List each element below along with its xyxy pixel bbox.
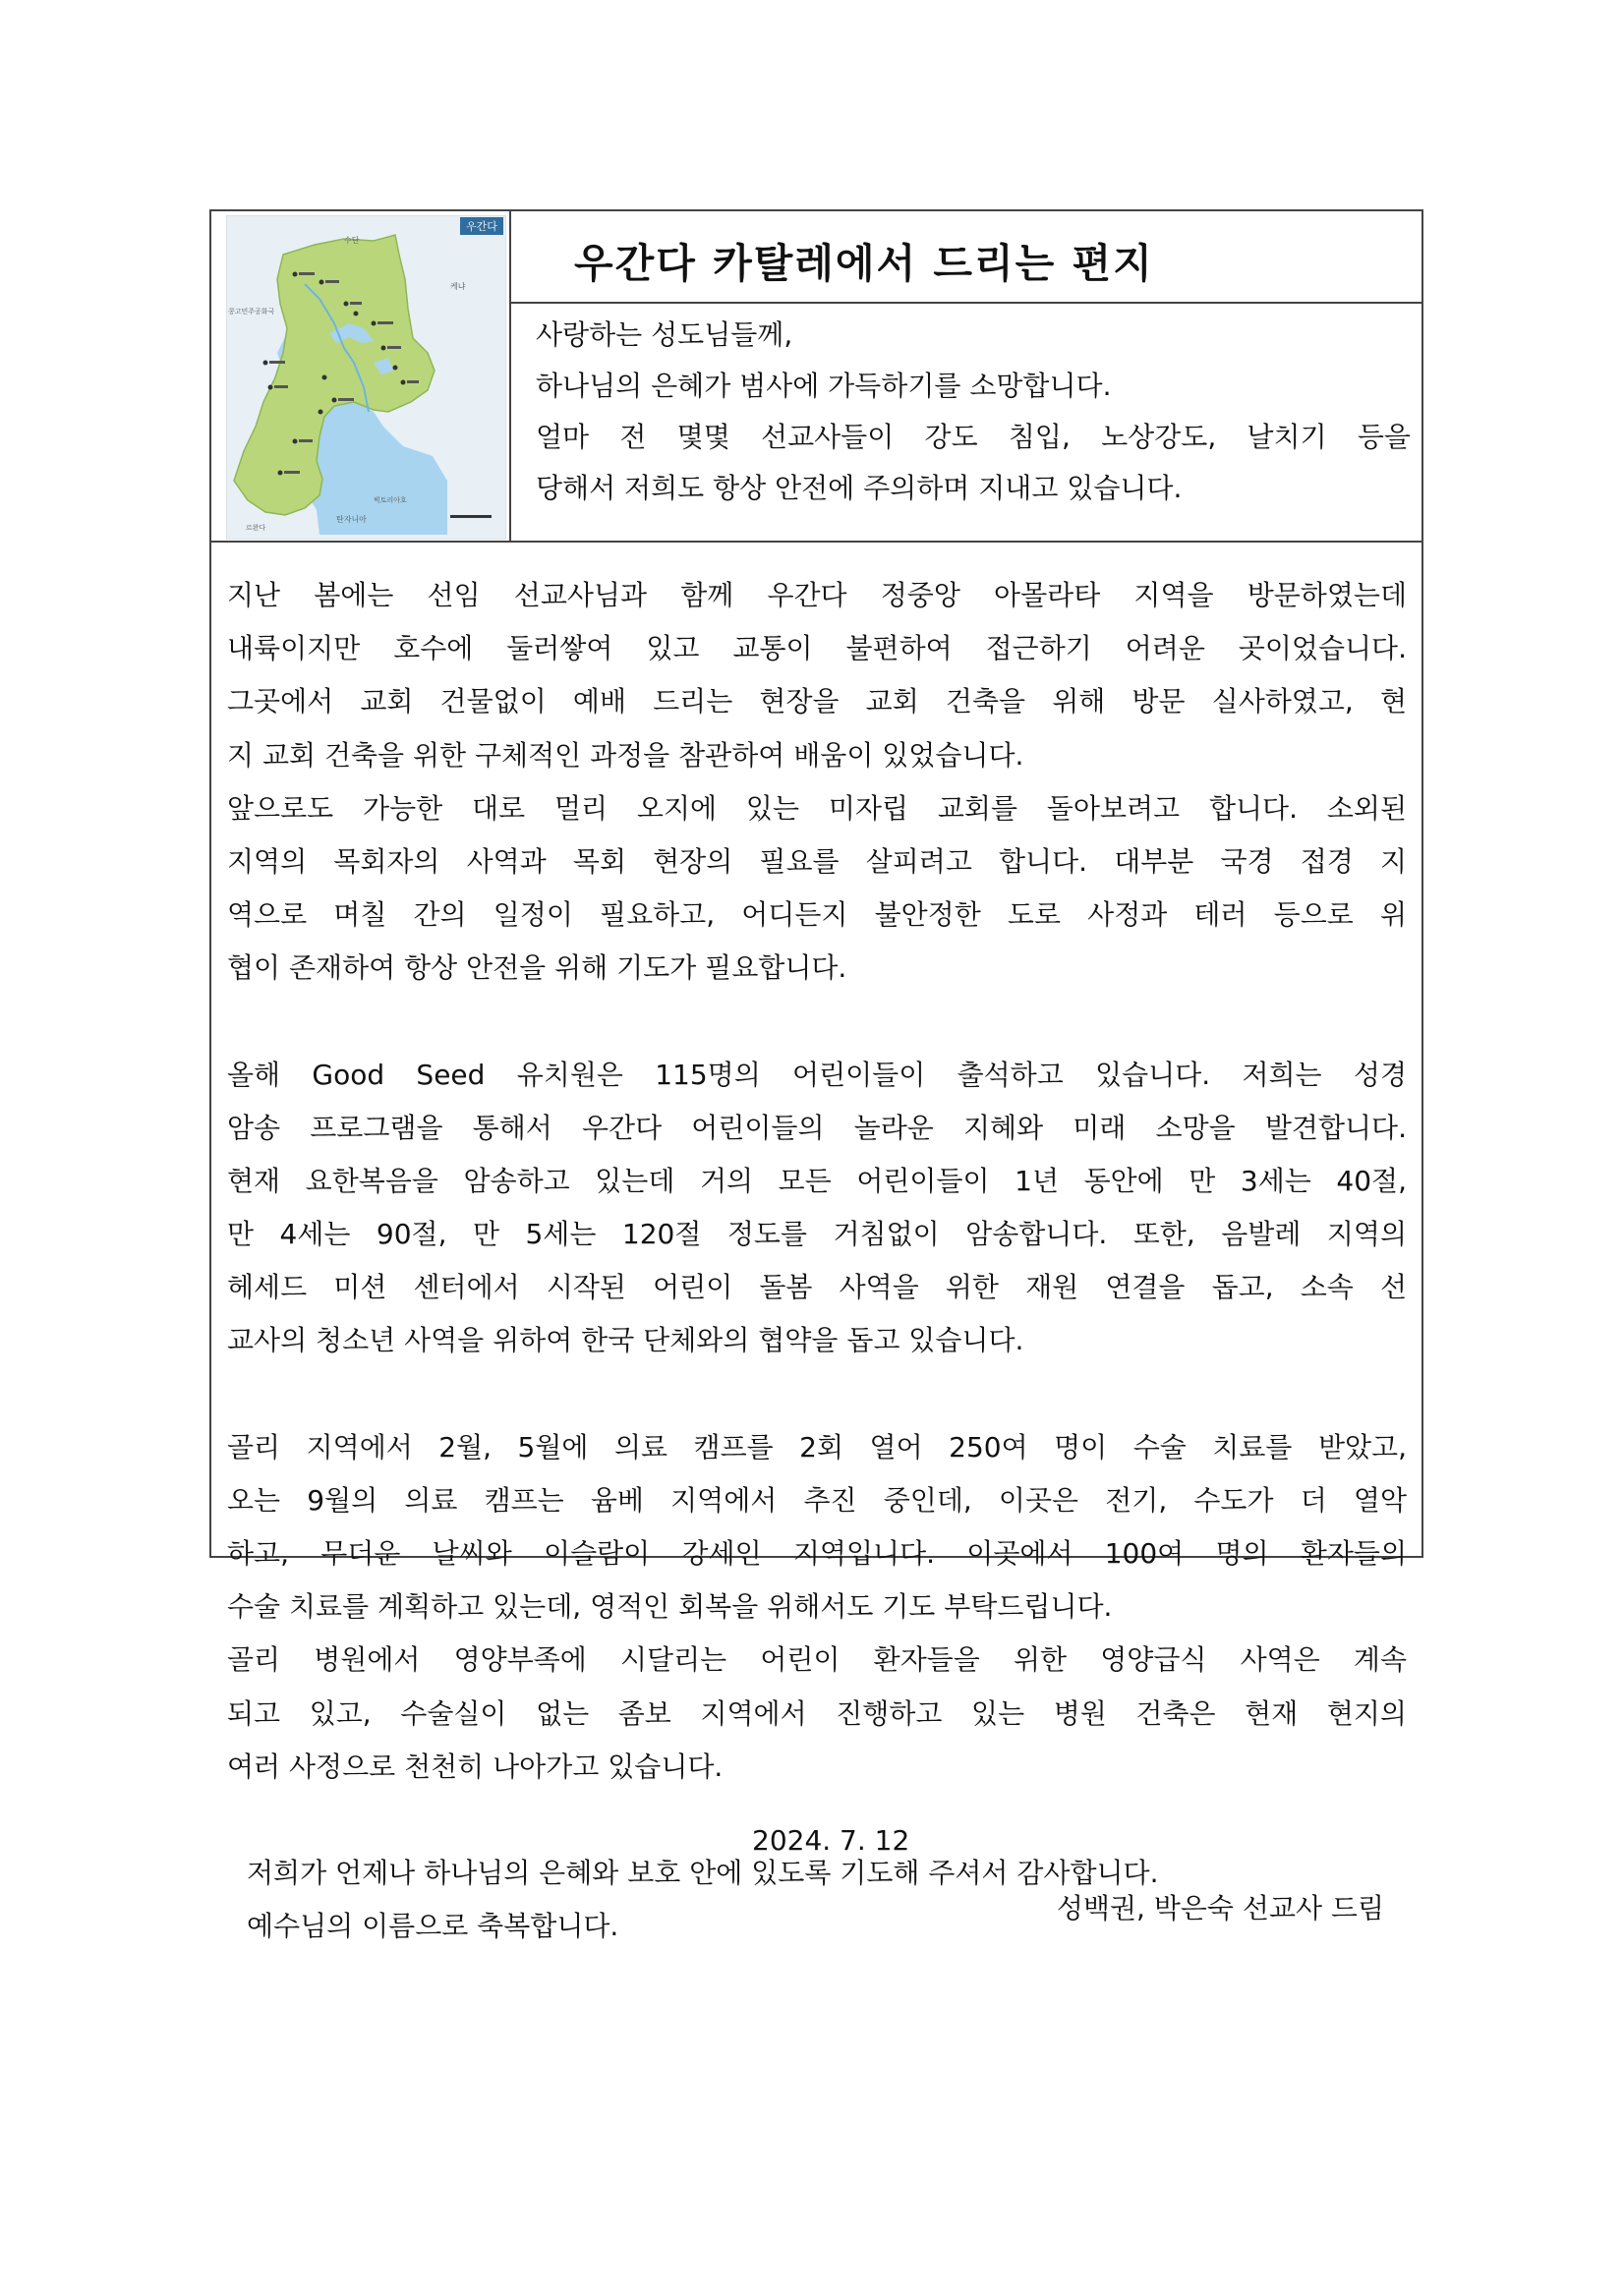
paragraph-line: 골리 지역에서 2월, 5월에 의료 캠프를 2회 열어 250여 명이 수술 치료를 받았고, <box>227 1430 1407 1464</box>
paragraph-medical-camp <box>227 1421 1407 1635</box>
greeting-line: 사랑하는 성도님들께, <box>536 318 793 351</box>
uganda-map <box>211 211 511 543</box>
greeting-block <box>536 310 1411 514</box>
paragraph-line: 여러 사정으로 천천히 나아가고 있습니다. <box>227 1750 724 1783</box>
paragraph-line: 헤세드 미션 센터에서 시작된 어린이 돌봄 사역을 위한 재원 연결을 돕고, 소속 선 <box>227 1271 1407 1304</box>
paragraph-line: 협이 존재하여 항상 안전을 위해 기도가 필요합니다. <box>227 951 847 985</box>
closing-line: 예수님의 이름으로 축복합니다. <box>247 1909 619 1942</box>
paragraph-line: 골리 병원에서 영양부족에 시달리는 어린이 환자들을 위한 영양급식 사역은 계속 <box>227 1643 1407 1677</box>
letter-body <box>227 569 1407 1953</box>
letter-frame <box>209 209 1423 1942</box>
paragraph-line: 지역의 목회자의 사역과 목회 현장의 필요를 살피려고 합니다. 대부분 국경 접경 지 <box>227 844 1407 878</box>
paragraph-hospital <box>227 1634 1407 1794</box>
paragraph-visit <box>227 569 1407 782</box>
paragraph-line: 올해 Good Seed 유치원은 115명의 어린이들이 출석하고 있습니다. 저희는 성경 <box>227 1058 1407 1091</box>
map-label-kenya: 케냐 <box>450 282 466 291</box>
closing-line: 저희가 언제나 하나님의 은혜와 보호 안에 있도록 기도해 주셔서 감사합니다. <box>247 1856 1159 1889</box>
greeting-line: 얼마 전 몇몇 선교사들이 강도 침입, 노상강도, 날치기 등을 <box>536 421 1411 453</box>
paragraph-line: 내륙이지만 호수에 둘러쌓여 있고 교통이 불편하여 접근하기 어려운 곳이었습니다. <box>227 632 1407 665</box>
paragraph-churches <box>227 782 1407 996</box>
map-label-drc: 콩고민주공화국 <box>228 308 275 316</box>
paragraph-line: 현재 요한복음을 암송하고 있는데 거의 모든 어린이들이 1년 동안에 만 3세는 40절, <box>227 1164 1407 1197</box>
uganda-map-graphic <box>226 215 506 540</box>
map-label-lake-victoria: 빅토리아호 <box>374 496 407 504</box>
paragraph-line: 그곳에서 교회 건물없이 예배 드리는 현장을 교회 건축을 위해 방문 실사하였고, 현 <box>227 685 1407 718</box>
header-divider <box>211 541 1421 543</box>
paragraph-line: 하고, 무더운 날씨와 이슬람이 강세인 지역입니다. 이곳에서 100여 명의 환자들의 <box>227 1537 1407 1570</box>
map-label-tanzania: 탄자니아 <box>336 515 367 524</box>
paragraph-line: 역으로 며칠 간의 일정이 필요하고, 어디든지 불안정한 도로 사정과 테러 등으로 위 <box>227 898 1407 932</box>
paragraph-line: 오는 9월의 의료 캠프는 윰베 지역에서 추진 중인데, 이곳은 전기, 수도가 더 열악 <box>227 1483 1407 1517</box>
paragraph-line: 교사의 청소년 사역을 위하여 한국 단체와의 협약을 돕고 있습니다. <box>227 1324 1024 1357</box>
paragraph-line: 앞으로도 가능한 대로 멀리 오지에 있는 미자립 교회를 돌아보려고 합니다. 소외된 <box>227 791 1407 825</box>
paragraph-kindergarten <box>227 1049 1407 1368</box>
paragraph-line: 되고 있고, 수술실이 없는 좀보 지역에서 진행하고 있는 병원 건축은 현재 현지의 <box>227 1696 1407 1730</box>
map-corner-label: 우간다 <box>466 220 497 233</box>
title-cell <box>511 211 1421 304</box>
greeting-line: 하나님의 은혜가 범사에 가득하기를 소망합니다. <box>536 370 1112 402</box>
paragraph-line: 암송 프로그램을 통해서 우간다 어린이들의 놀라운 지혜와 미래 소망을 발견합니다. <box>227 1111 1407 1144</box>
greeting-line: 당해서 저희도 항상 안전에 주의하며 지내고 있습니다. <box>536 472 1183 504</box>
paragraph-line: 지난 봄에는 선임 선교사님과 함께 우간다 정중앙 아몰라타 지역을 방문하였는데 <box>227 579 1407 611</box>
paragraph-line: 지 교회 건축을 위한 구체적인 과정을 참관하여 배움이 있었습니다. <box>227 738 1024 772</box>
paragraph-line: 수술 치료를 계획하고 있는데, 영적인 회복을 위해서도 기도 부탁드립니다. <box>227 1590 1113 1624</box>
map-label-sudan: 수단 <box>344 236 360 245</box>
map-label-rwanda: 르완다 <box>246 524 266 532</box>
letter-title: 우간다 카탈레에서 드리는 편지 <box>574 240 1154 287</box>
letter-date: 2024. 7. 12 <box>752 1824 910 1857</box>
paragraph-line: 만 4세는 90절, 만 5세는 120절 정도를 거침없이 암송합니다. 또한, 음발레 지역의 <box>227 1218 1407 1251</box>
letter-signature: 성백권, 박은숙 선교사 드림 <box>1056 1892 1384 1924</box>
